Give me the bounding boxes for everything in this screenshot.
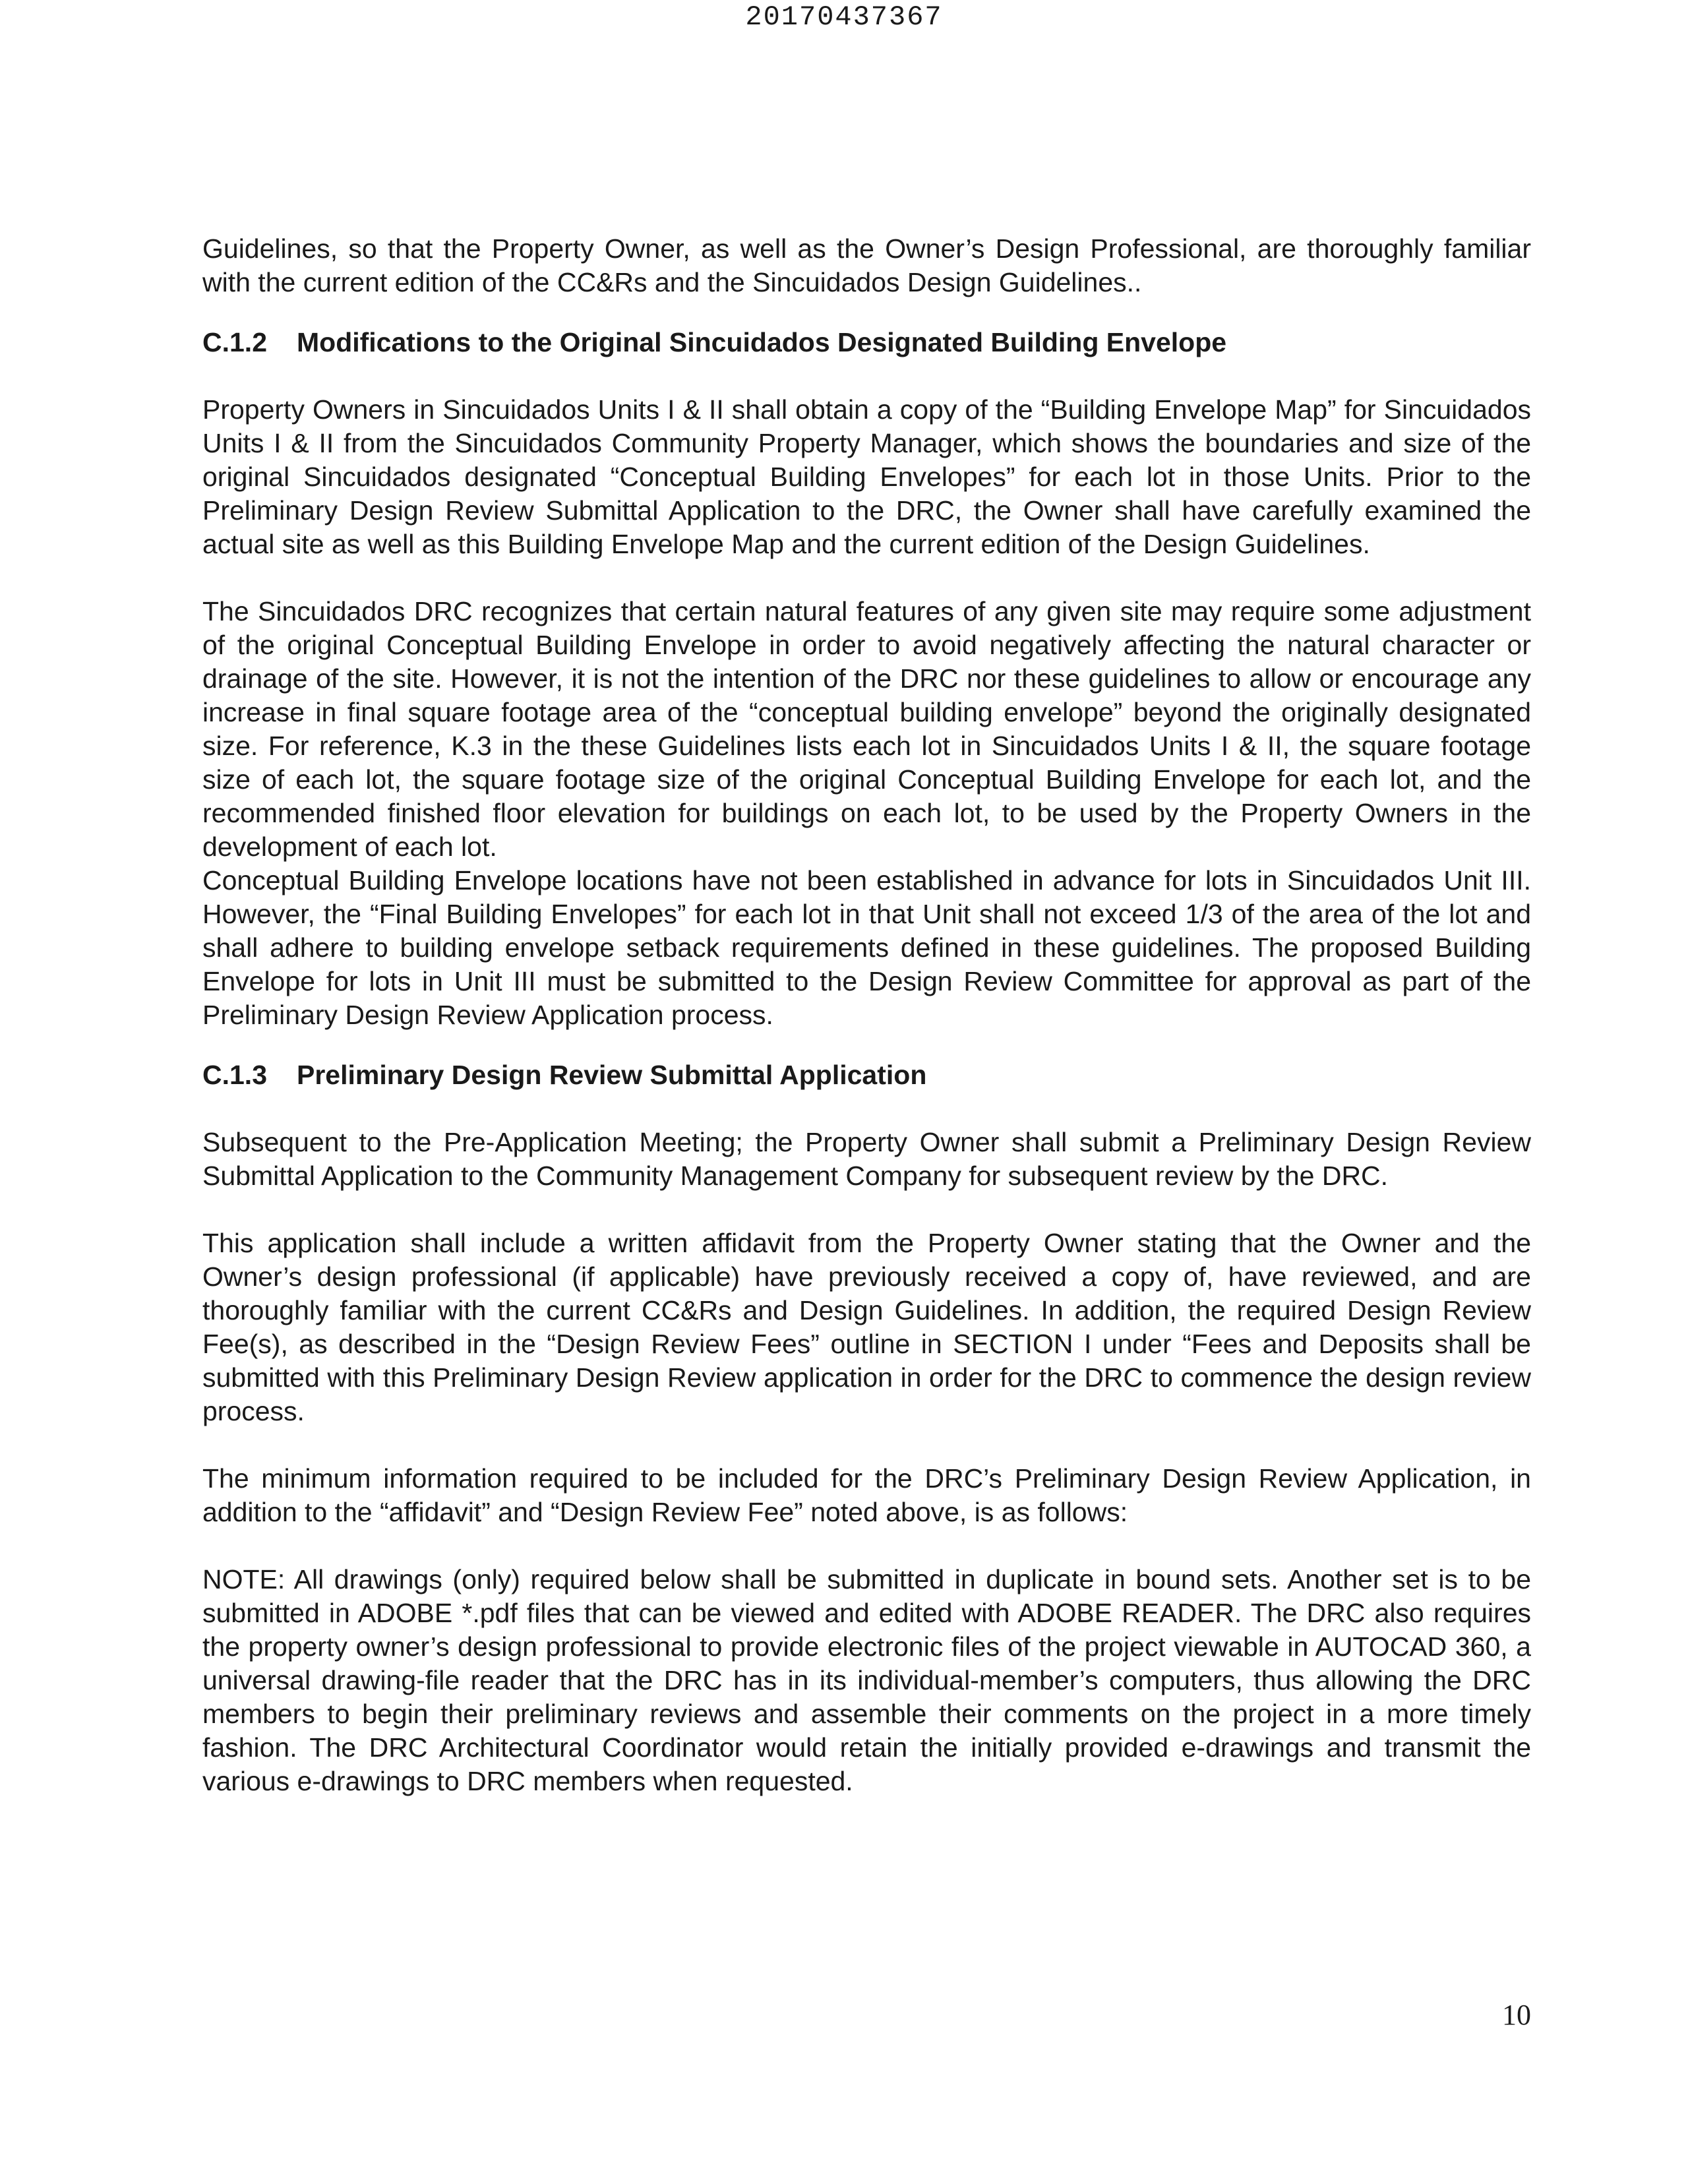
section-c13-heading: [202, 1058, 1531, 1092]
section-c13-paragraph-1: Subsequent to the Pre-Application Meeting; the Property Owner shall submit a Preliminary Design Review Submittal Application to the Community Management Company for subsequent review by the DRC.: [202, 1127, 1531, 1191]
section-c13-paragraph-2: This application shall include a written affidavit from the Property Owner stating that the Owner and the Owner’s design professional (if applicable) have previously received a copy of, have reviewed, and are thoroughly familiar with the current CC&Rs and Design Guidelines. In addition, the required Design Review Fee(s), as described in the “Design Review Fees” outline in SECTION I under “Fees and Deposits shall be submitted with this Preliminary Design Review application in order for the DRC to commence the design review process.: [202, 1228, 1531, 1426]
section-c12-paragraph-3: Conceptual Building Envelope locations have not been established in advance for lots in Sincuidados Unit III. However, the “Final Building Envelopes” for each lot in that Unit shall not exceed 1/3 of the area of the lot and shall adhere to building envelope setback requirements defined in these guidelines. The proposed Building Envelope for lots in Unit III must be submitted to the Design Review Committee for approval as part of the Preliminary Design Review Application process.: [202, 865, 1531, 1030]
section-c13-note: NOTE: All drawings (only) required below shall be submitted in duplicate in bound sets. Another set is to be submitted in ADOBE *.pdf files that can be viewed and edited with ADOBE READER. The DRC also requires the property owner’s design professional to provide electronic files of the project viewable in AUTOCAD 360, a universal drawing-file reader that the DRC has in its individual-member’s computers, thus allowing the DRC members to begin their preliminary reviews and assemble their comments on the project in a more timely fashion. The DRC Architectural Coordinator would retain the initially provided e-drawings and transmit the various e-drawings to DRC members when requested.: [202, 1564, 1531, 1796]
document-number: 20170437367: [745, 1, 943, 33]
intro-paragraph: Guidelines, so that the Property Owner, as well as the Owner’s Design Professional, are thoroughly familiar with the current edition of the CC&Rs and the Sincuidados Design Guidelines..: [202, 233, 1531, 297]
section-c12-heading: [202, 326, 1531, 359]
page-body: [202, 232, 1531, 1798]
section-c12-paragraph-1: Property Owners in Sincuidados Units I & II shall obtain a copy of the “Building Envelope Map” for Sincuidados Units I & II from the Sincuidados Community Property Manager, which shows the boundaries and size of the original Sincuidados designated “Conceptual Building Envelopes” for each lot in those Units. Prior to the Preliminary Design Review Submittal Application to the DRC, the Owner shall have carefully examined the actual site as well as this Building Envelope Map and the current edition of the Design Guidelines.: [202, 394, 1531, 559]
section-c13-title: Preliminary Design Review Submittal Application: [297, 1060, 927, 1090]
section-c12-paragraph-2: The Sincuidados DRC recognizes that certain natural features of any given site may require some adjustment of the original Conceptual Building Envelope in order to avoid negatively affecting the natural character or drainage of the site. However, it is not the intention of the DRC nor these guidelines to allow or encourage any increase in final square footage area of the “conceptual building envelope” beyond the originally designated size. For reference, K.3 in the these Guidelines lists each lot in Sincuidados Units I & II, the square footage size of each lot, the square footage size of the original Conceptual Building Envelope for each lot, and the recommended finished floor elevation for buildings on each lot, to be used by the Property Owners in the development of each lot.: [202, 596, 1531, 862]
section-c13-number: C.1.3: [202, 1060, 267, 1090]
section-c12-title: Modifications to the Original Sincuidados Designated Building Envelope: [297, 327, 1227, 357]
section-c13-paragraph-3: The minimum information required to be included for the DRC’s Preliminary Design Review Application, in addition to the “affidavit” and “Design Review Fee” noted above, is as follows:: [202, 1463, 1531, 1527]
section-c12-number: C.1.2: [202, 327, 267, 357]
page-number: 10: [1502, 1999, 1531, 2031]
